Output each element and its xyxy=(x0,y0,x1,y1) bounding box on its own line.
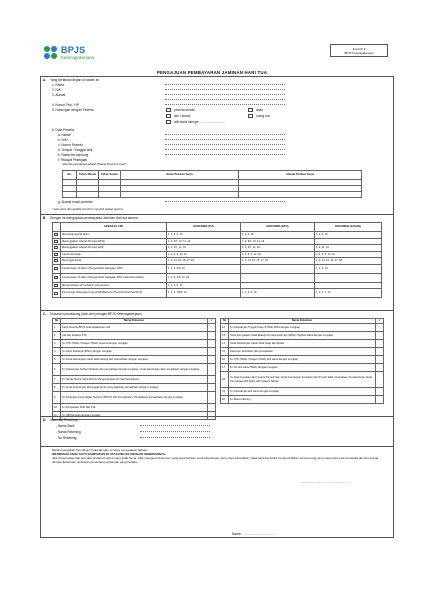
divider-b-c xyxy=(40,310,394,311)
field-nik-input[interactable] xyxy=(165,87,285,90)
checkbox-peserta-sendiri[interactable] xyxy=(166,108,171,112)
table-row: 9 Kt. Perjanjian Kerja Waktu Tertentu (PKWT) dari Perusahaan / Pendaftaran Perusahaan dengan Lengkap xyxy=(53,392,216,404)
riwayat-col-pemberi: Nama Pemberi Kerja xyxy=(121,171,239,180)
klaim-table xyxy=(52,222,382,298)
statement-emphasis: INFORMASI YANG SAYA SAMPAIKAN DI ATAS DIBUAT DENGAN SEBENARNYA. xyxy=(52,452,166,456)
logo-bpjs-text: BPJS xyxy=(61,45,86,55)
field-data-peserta-label: 6. Data Peserta xyxy=(52,128,75,132)
peserta-riwayat-label: f. Riwayat Pekerjaan xyxy=(58,158,88,162)
klaim-col-jakon: DOKUMEN (JAKON) xyxy=(315,223,382,232)
table-row: Pemutusan Hubungan Kerja (PHK)/Berhenti (Pensiun Dini/Usia 56 th) 1, 2, 3, 7/8/9, 10 1, 2, 3, 8, 10 1, 2, 3, 7, 10 xyxy=(53,289,382,298)
section-b-letter: B. xyxy=(43,216,47,220)
dokumen-check[interactable] xyxy=(376,388,384,396)
field-alamat-input-2[interactable] xyxy=(165,97,285,100)
dokumen-check[interactable] xyxy=(208,356,216,364)
dokumen-check[interactable] xyxy=(376,364,384,372)
table-row: 12 Kt. Keterangan Tinggal Tetap (KITAS) WNA dengan Lengkap xyxy=(221,324,384,332)
dokumen-check[interactable] xyxy=(376,356,384,364)
klaim-checkbox[interactable] xyxy=(53,273,61,282)
peserta-ttl-label: d. Tempat / Tanggal lahir xyxy=(58,148,93,152)
section-a-letter: A. xyxy=(43,78,47,82)
klaim-checkbox[interactable] xyxy=(53,264,61,273)
dokumen-check[interactable] xyxy=(208,384,216,392)
section-d-heading: Informasi Rekening xyxy=(50,418,78,422)
table-row: 18 Kt. Akta Kematian dari Instansi Pemerintah, Surat Keterangan Kematian dari Rumah Sakit / Kelurahan / Kepala Desa, Surat Pernyataan Ahli Waris dari Instansi Terkait xyxy=(221,372,384,388)
riwayat-header-row xyxy=(63,171,362,180)
field-alamat-input[interactable] xyxy=(165,92,285,95)
table-row: 11 Kt. OB Pemisah dengan Lengkap xyxy=(53,412,216,420)
table-row: 13 Surat Pernyataan Tidak Bekerja Di Indonesia Lagi (WNA)/ Tagihan Bank dengan Lengkap xyxy=(221,332,384,340)
peserta-nomor-input[interactable] xyxy=(165,142,285,145)
table-row: Kepesertaan 10 tahun (Pengambilan Sebagian 30% untuk Perumahan) 1, 2, 3, 4/5, 13, 18 - xyxy=(53,273,382,282)
dokumen-check[interactable] xyxy=(208,340,216,348)
field-hubungan-label: 5. Hubungan dengan Peserta xyxy=(52,108,94,112)
table-row: 3 Kt. KTP (WNA) / Paspor (WNA) peserta dengan Lengkap xyxy=(53,340,216,348)
table-row: Mengundurkan diri sebelum usia pensiun 1, 2, 3, 5, 10 xyxy=(53,282,382,289)
riwayat-col-alamat: Alamat Pemberi Kerja xyxy=(239,171,362,180)
dokumen-check[interactable] xyxy=(208,332,216,340)
klaim-col-sebab: SEBAB KLAIM xyxy=(61,223,167,232)
dokumen-header-right: No Nama Dokumen √ xyxy=(221,319,384,324)
rekening-name-label: - Nama Rekening xyxy=(56,430,81,434)
statement-body: Jika di kemudian hari ternyata terdapat hal-hal yang tidak benar, baik mengenai dokumen yang saya berikan serta keterangan yang saya sampaikan maka saya bersedia mengembalikan semua uang yang saya terima dan bersedia dituntut sesuai dengan ketentuan peraturan perundang-undangan yang berlaku. xyxy=(52,456,379,464)
dokumen-check[interactable] xyxy=(376,348,384,356)
signature-name[interactable]: Nama : .................................... xyxy=(232,532,276,536)
section-b-heading: Dengan ini mengajukan pembayaran Jaminan Hari tua karena : xyxy=(50,216,140,220)
dokumen-check[interactable] xyxy=(208,364,216,376)
peserta-nomor-label: c. Nomor Peserta xyxy=(58,143,83,147)
table-row: Meninggalkan wilayah RI (bagi WNI) 1, 2, 3/7, 11, 16 1, 2, 3/7, 11, 16 1, 2, 11, 16 xyxy=(53,245,382,252)
logo-sub-text: Ketenagakerjaan xyxy=(61,55,95,60)
table-row: Mencapai usia 56 tahun 1, 2, 3, 6, 10 1, 2, 3, 10 1, 2, 3, 10 xyxy=(53,232,382,239)
rekening-no-input[interactable] xyxy=(140,435,210,438)
peserta-email-label: g. Alamat email peserton xyxy=(58,200,94,204)
table-row: 5 Kt. Surat keterangan masih aktif bekerja dari perusahaan dengan Lengkap xyxy=(53,356,216,364)
section-a-note: * Isian perlu diisi apabila pemohon merubah adalah peserta xyxy=(52,208,123,211)
page-title: PENGAJUAN PEMBAYARAN JAMINAN HARI TUA xyxy=(156,70,268,75)
table-row: Meninggal dunia 1, 3, 14, 15, 16, 17, 18 1, 3, 14, 15, 16, 17, 18 1, 3, 14, 15, 16, 17, 18 xyxy=(53,258,382,265)
peserta-nik-label: b. NIK* xyxy=(58,138,69,142)
klaim-col-pu: DOKUMEN (PU) xyxy=(167,223,241,232)
peserta-nik-input[interactable] xyxy=(165,137,285,140)
checkbox-istri-suami[interactable] xyxy=(166,114,171,118)
statement-intro: Melalui pengisian formulir ini maka dengan ini saya menyatakan bahwa: xyxy=(52,448,148,452)
field-telp-input[interactable] xyxy=(165,102,285,105)
dokumen-check[interactable] xyxy=(208,376,216,384)
section-c-letter: C. xyxy=(43,312,47,316)
table-row: 10 Kt. Pernyataan PHK dari PHI xyxy=(53,404,216,412)
divider-d-statement xyxy=(40,446,394,447)
dokumen-table-right xyxy=(220,318,384,404)
table-row xyxy=(63,192,362,198)
rekening-name-input[interactable] xyxy=(140,429,210,432)
relation-label-ahli-waris: ahli waris lainnya : ........................... xyxy=(174,120,225,124)
field-nama-label: 1. Nama xyxy=(52,83,65,87)
bank-name-label: - Nama Bank xyxy=(56,424,75,428)
field-nik-label: 2. NIK xyxy=(52,88,61,92)
dokumen-check[interactable] xyxy=(208,392,216,404)
relation-label-orang-tua: orang tua xyxy=(256,114,270,118)
riwayat-col-keluar: Tahun Keluar xyxy=(99,171,121,180)
dokumen-table-left xyxy=(52,318,216,420)
peserta-ibu-input[interactable] xyxy=(165,152,285,155)
form-code-line2: BPJS Ketenagakerjaan xyxy=(344,50,374,55)
riwayat-table xyxy=(62,170,362,198)
riwayat-col-no: No. xyxy=(63,171,77,180)
table-row: 19 Kt. Keterangan ahli waris dengan Lengkap xyxy=(221,388,384,396)
divider-c-d xyxy=(40,416,394,417)
relation-label-peserta: peserta sendiri xyxy=(174,108,195,112)
table-row: 20 Kt. Buku rekening xyxy=(221,396,384,404)
field-nama-input[interactable] xyxy=(165,82,285,85)
riwayat-col-masuk: Tahun Masuk xyxy=(77,171,99,180)
checkbox-anak[interactable] xyxy=(248,108,253,112)
peserta-nama-label: a. Nama* xyxy=(58,133,72,137)
table-row: 4 Kt. Kartu Keluarga (WNA) dengan Lengkap xyxy=(53,348,216,356)
dokumen-check[interactable] xyxy=(376,372,384,388)
section-a-heading: Yang bertanda tangan di bawah ini xyxy=(50,78,100,82)
dokumen-check[interactable] xyxy=(208,404,216,412)
bank-name-input[interactable] xyxy=(140,423,210,426)
dokumen-check[interactable] xyxy=(208,348,216,356)
relation-label-anak: anak xyxy=(256,108,263,112)
divider-a-b xyxy=(40,214,394,215)
klaim-col-bpu: DOKUMEN (BPU) xyxy=(241,223,315,232)
dokumen-check[interactable] xyxy=(208,324,216,332)
checkbox-ahli-waris[interactable] xyxy=(166,120,171,124)
table-row: 16 Kt. KTP (WNA) / Paspor (WNA) ahli waris dengan Lengkap xyxy=(221,356,384,364)
dokumen-check[interactable] xyxy=(376,332,384,340)
klaim-checkbox[interactable] xyxy=(53,289,61,298)
checkbox-orang-tua[interactable] xyxy=(248,114,253,118)
dokumen-check[interactable] xyxy=(376,324,384,332)
form-code-line1: Formulir 5 xyxy=(352,46,366,51)
section-c-heading: Dokumen pendukung (diisi oleh petugas BPJS Ketenagakerjaan) : xyxy=(50,312,144,316)
riwayat-note: (diisi bila perusahaan adalah Pekerja Penerima Upah) xyxy=(62,163,127,166)
table-row: 8 Kt. Surat Keterangan Meninggal Dunia yang disahkan perusahaan dengan Lengkap xyxy=(53,384,216,392)
dokumen-header-left: No Nama Dokumen √ xyxy=(53,319,216,324)
table-row: Kepesertaan 10 tahun (Pengambilan Sebagian 10%) 1, 2, 3, 4/5, 10 1, 2, 3, 10 xyxy=(53,264,382,273)
relation-label-istri: istri / suami xyxy=(174,114,191,118)
table-row: 7 Kt. Tanda Terima Surat Mohon Mengundurkan Diri dari Perusahaan xyxy=(53,376,216,384)
field-alamat-label: 3. Alamat xyxy=(52,93,66,97)
table-row: 2 Asli dan fotokopi KTP xyxy=(53,332,216,340)
table-row: 1 Kartu Peserta BPJS Ketenagakerjaan asli xyxy=(53,324,216,332)
rekening-no-label: - No Rekening xyxy=(56,436,77,440)
table-row: 17 Kt. KK ahli waris (WNA) dengan Lengkap xyxy=(221,364,384,372)
dokumen-check[interactable] xyxy=(376,340,384,348)
table-row: Meninggalkan wilayah RI (bagi WNA) 1, 2, 3/7, 10, 11, 16 1, 2, 3/7, 10, 11, 16 xyxy=(53,238,382,245)
table-row: 6 Kt. Keterangan berhenti bekerja dari perusahaan dengan Lengkap / surat keterangan dari perusahaan dengan Lengkap xyxy=(53,364,216,376)
table-row: 14 Surat Keterangan Cacat Total Tetap dari Dokter xyxy=(221,340,384,348)
peserta-ttl-input[interactable] xyxy=(165,147,285,150)
form-frame xyxy=(40,76,394,538)
table-row: 15 Dokumen tambahan dari perusahaan xyxy=(221,348,384,356)
peserta-nama-input[interactable] xyxy=(165,132,285,135)
peserta-email-input[interactable] xyxy=(165,199,285,202)
klaim-header-row xyxy=(53,223,382,232)
place-date[interactable]: ......................, ............................... xyxy=(300,480,349,484)
peserta-ibu-label: e. Nama ibu kandung xyxy=(58,153,89,157)
table-row: Cacat total tetap 1, 2, 3, 5, 12, 16 1, 2, 3, 5, 12, 16 1, 2, 3, 5, 12, 16 xyxy=(53,251,382,258)
bpjs-logo xyxy=(44,44,114,62)
form-code-box xyxy=(330,44,388,57)
dokumen-check[interactable] xyxy=(376,396,384,404)
bpjs-logo-icon xyxy=(44,46,58,60)
field-telp-label: 4. Nomor Telp / HP xyxy=(52,103,79,107)
section-d-letter: D. xyxy=(43,418,47,422)
